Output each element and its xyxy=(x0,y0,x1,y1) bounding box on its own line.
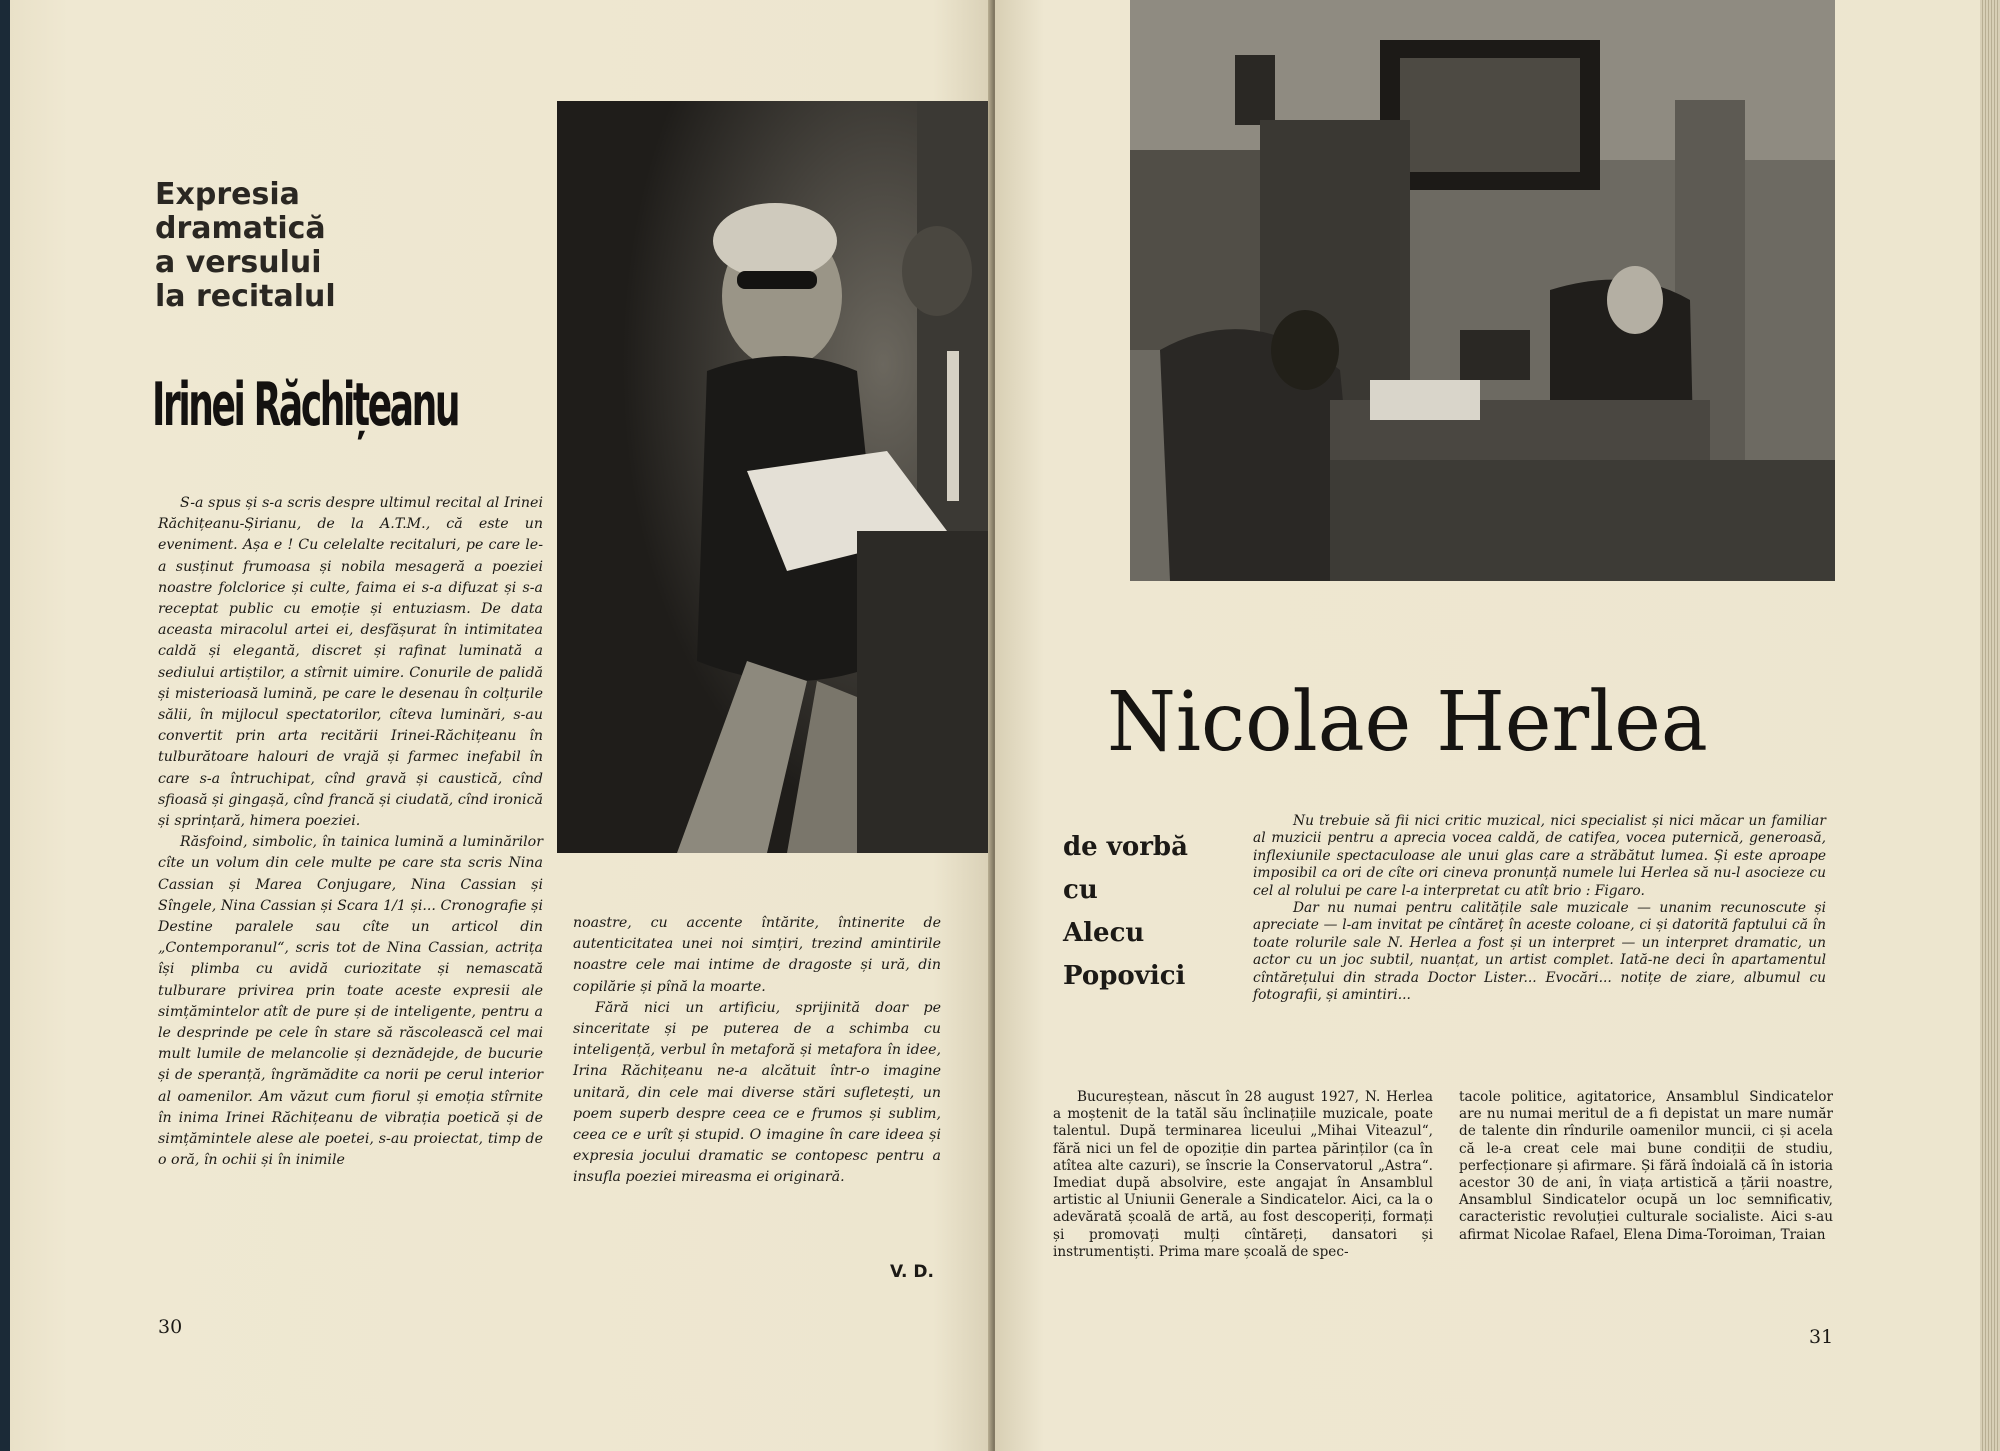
recital-photo xyxy=(557,101,992,853)
interview-photo-image xyxy=(1130,0,1835,581)
interview-title: Nicolae Herlea xyxy=(1107,675,1708,770)
page-edges xyxy=(1980,0,2000,1451)
left-page xyxy=(10,0,992,1451)
article-headline xyxy=(155,178,455,314)
page-number-left: 30 xyxy=(158,1316,183,1338)
paragraph: noastre, cu accente întărite, întinerite de autenticitatea unei noi simțiri, trezind amintirile noastre cele mai intime de dragoste și ură, din copilărie și pînă la moarte. xyxy=(573,915,941,995)
byline-line: Alecu xyxy=(1063,918,1145,948)
interview-intro xyxy=(1253,813,1826,1004)
right-page xyxy=(995,0,1980,1451)
byline-line: cu xyxy=(1063,875,1098,905)
paragraph: Nu trebuie să fii nici critic muzical, nici specialist și nici măcar un familiar al muzicii pentru a aprecia vocea caldă, de catifea, vocea puternică, generoasă, inflexiunile spectaculoase ale unui glas care a străbătut lumea. Și este aproape imposibil ca ori de cîte ori cineva pronunță numele lui Herlea să nu-l asocieze cu cel al rolului pe care l-a interpretat cu atît brio : Figaro. xyxy=(1253,813,1826,899)
interview-byline xyxy=(1063,826,1233,998)
byline-line: Popovici xyxy=(1063,961,1186,991)
interview-photo xyxy=(1130,0,1835,581)
interview-column-1: Bucureștean, născut în 28 august 1927, N. Herlea a moștenit de la tatăl său înclinațiile muzicale, poate talentul. După terminarea liceului „Mihai Viteazul“, fără nici un fel de opoziție din partea părinților (ca în atîtea alte cazuri), se înscrie la Conservatorul „Astra“. Imediat după absolvire, este angajat în Ansamblul artistic al Uniunii Generale a Sindicatelor. Aici, ca la o adevărată școală de artă, au fost descoperiți, formați și promovați mulți cîntăreți, dansatori și instrumentiști. Prima mare școală de spec- xyxy=(1053,1089,1433,1260)
headline-line: la recitalul xyxy=(155,279,336,314)
paragraph: Răsfoind, simbolic, în tainica lumină a luminărilor cîte un volum din cele multe pe care sta scris Nina Cassian și Marea Conjugare, Nina Cassian și Sîngele, Nina Cassian și Scara 1/1 și... Cronografie și Destine paralele sau cîte un articol din „Contemporanul“, scris tot de Nina Cassian, actrița își plimba cu avidă curiozitate și nemascată tulburare privirea prin toate aceste expresii ale simțămintelor atît de pure și de inteligente, pentru a le desprinde pe cele în stare să răscolească cel mai mult lumile de melancolie și deznădejde, de bucurie și de speranță, îngrămădite ca norii pe cerul interior al oamenilor. Am văzut cum fiorul și emoția stîrnite în inima Irinei Răchițeanu de vibrația poetică și de simțămintele alese ale poetei, s-au proiectat, timp de o oră, în ochii și în inimile xyxy=(158,834,543,1169)
recital-photo-image xyxy=(557,101,992,853)
performer-name: Irinei Răchițeanu xyxy=(152,370,459,440)
paragraph: Fără nici un artificiu, sprijinită doar pe sinceritate și pe puterea de a schimba cu inteligență, verbul în metaforă și metafora în idee, Irina Răchițeanu ne-a alcătuit într-o imagine unitară, din cele mai diverse stări sufletești, un poem superb despre ceea ce e frumos și sublim, ceea ce e urît și stupid. O imagine în care ideea și expresia jocului dramatic se contopesc pentru a insufla poeziei mireasma ei originară. xyxy=(573,999,941,1186)
paragraph: S-a spus și s-a scris despre ultimul recital al Irinei Răchițeanu-Șirianu, de la A.T.M., că este un eveniment. Așa e ! Cu celelalte recitaluri, pe care le-a susținut frumoasa și nobila mesageră a poeziei noastre folclorice și culte, faima ei s-a difuzat și s-a receptat public cu emoție și entuziasm. De data aceasta miracolul artei ei, desfășurat în intimitatea caldă și elegantă, discret și rafinat luminată a sediului artiștilor, a stîrnit uimire. Conurile de palidă și misterioasă lumină, pe care le desenau în colțurile sălii, în mijlocul spectatorilor, cîteva luminări, s-au convertit prin arta recitării Irinei-Răchițeanu în tulburătoare halouri de vrajă și farmec inefabil în care s-a întruchipat, cînd gravă și caustică, cînd sfioasă și gingașă, cînd francă și ciudată, cînd ironică și sprințară, himera poeziei. xyxy=(158,495,543,830)
author-signature: V. D. xyxy=(890,1262,934,1282)
paragraph: Dar nu numai pentru calitățile sale muzicale — unanim recunoscute și apreciate — l-am invitat pe cîntăreț în aceste coloane, ci și datorită faptului că în toate rolurile sale N. Herlea a fost și un interpret — un interpret dramatic, un actor cu un joc subtil, nuanțat, un artist complet. Iată-ne deci în apartamentul cîntărețului din strada Doctor Lister... Evocări... notițe de ziare, albumul cu fotografii, și amintiri... xyxy=(1253,900,1826,1004)
interview-column-2: tacole politice, agitatorice, Ansamblul Sindicatelor are nu numai meritul de a fi depistat un mare număr de talente din rîndurile oamenilor muncii, ci și acela că le-a creat cele mai bune condiții de studiu, perfecționare și afirmare. Și fără îndoială că în istoria acestor 30 de ani, în viața artistică a țării noastre, Ansamblul Sindicatelor ocupă un loc semnificativ, caracteristic revoluției culturale socialiste. Aici s-au afirmat Nicolae Rafael, Elena Dima-Toroiman, Traian xyxy=(1459,1089,1833,1243)
headline-line: dramatică xyxy=(155,211,326,246)
headline-line: a versului xyxy=(155,245,322,280)
article-column-2 xyxy=(573,913,941,1189)
byline-line: de vorbă xyxy=(1063,832,1188,862)
headline-line: Expresia xyxy=(155,177,300,212)
page-number-right: 31 xyxy=(1809,1326,1834,1348)
article-column-1 xyxy=(158,493,543,1172)
